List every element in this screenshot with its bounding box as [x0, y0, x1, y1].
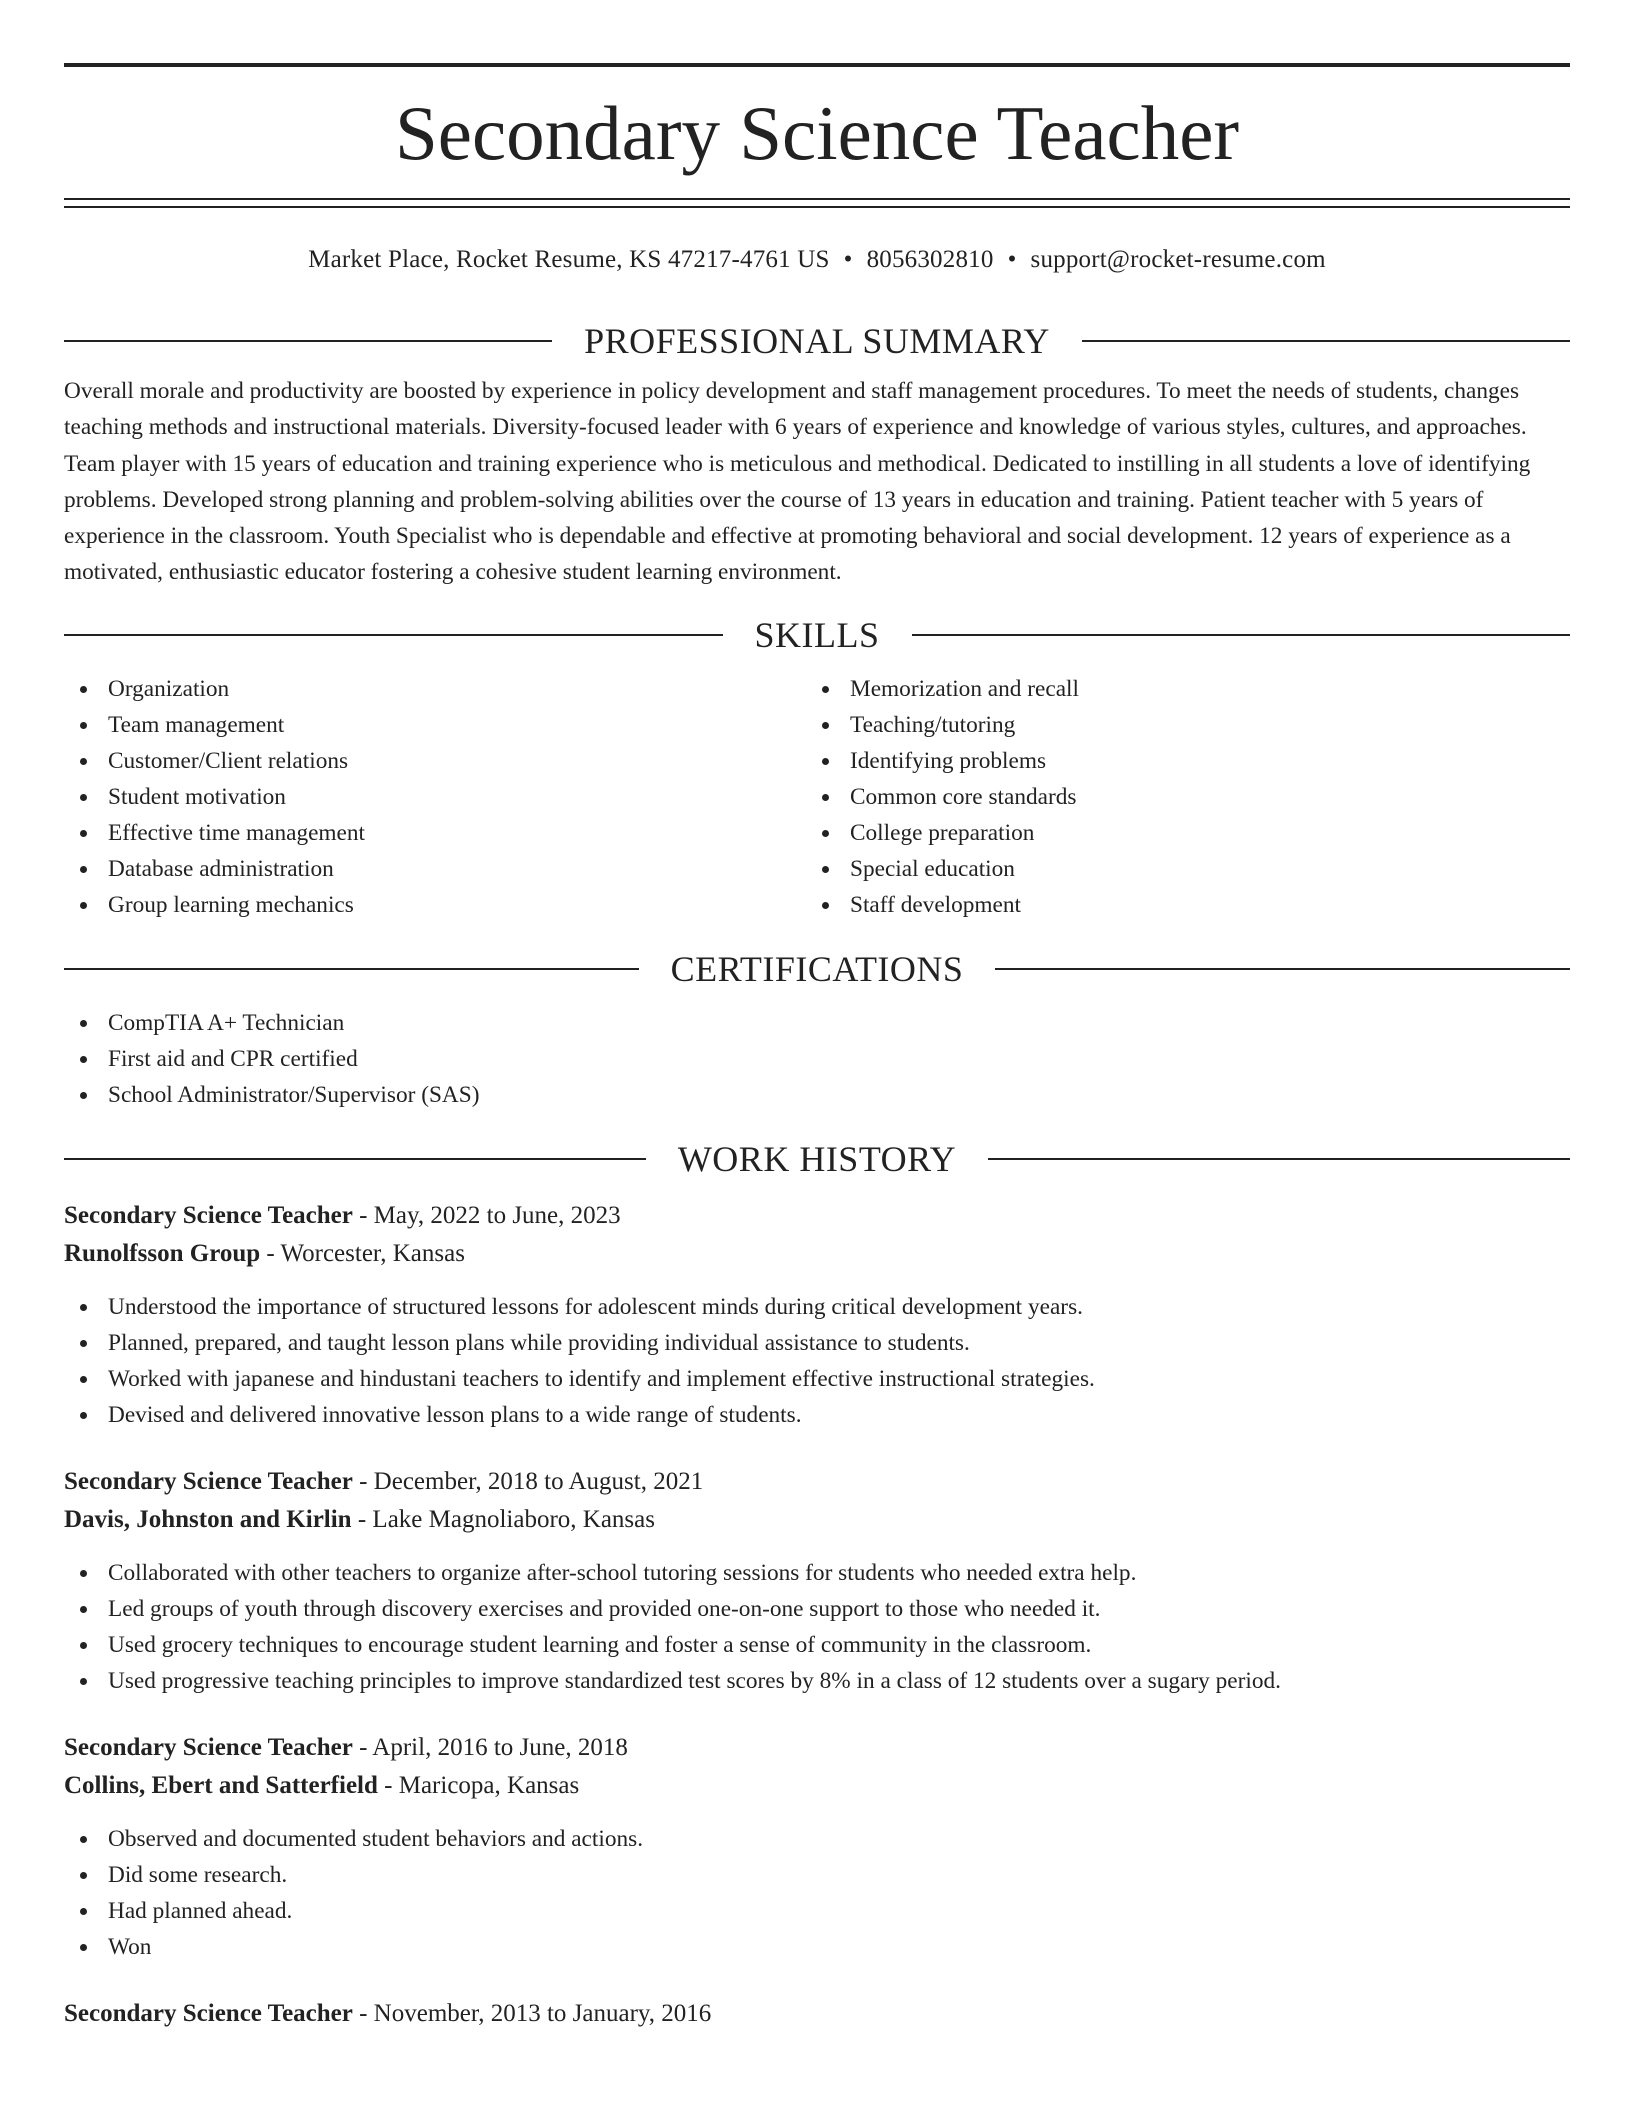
job-bullets	[64, 1289, 1570, 1433]
heading-rule	[995, 968, 1570, 970]
skill-item: Customer/Client relations	[64, 743, 806, 779]
job-location: - Maricopa, Kansas	[384, 1771, 580, 1799]
job-title: Secondary Science Teacher	[64, 1733, 353, 1761]
job-bullet: Used progressive teaching principles to improve standardized test scores by 8% in a class of 12 students over a sugary period.	[64, 1663, 1570, 1699]
job-bullet: Used grocery techniques to encourage student learning and foster a sense of community in the classroom.	[64, 1627, 1570, 1663]
job-title: Secondary Science Teacher	[64, 1999, 353, 2027]
job-company-line	[64, 1767, 1570, 1805]
skill-item: Memorization and recall	[806, 671, 1548, 707]
job-location: - Worcester, Kansas	[266, 1239, 465, 1267]
skill-item: Database administration	[64, 851, 806, 887]
skills-right-list	[806, 671, 1548, 923]
skill-item: Student motivation	[64, 779, 806, 815]
job-company: Davis, Johnston and Kirlin	[64, 1505, 352, 1533]
summary-heading-row	[64, 317, 1570, 365]
contact-line	[64, 244, 1570, 276]
skills-columns	[64, 671, 1570, 923]
contact-address: Market Place, Rocket Resume, KS 47217-4761 US	[308, 246, 830, 273]
skill-item: Team management	[64, 707, 806, 743]
job-bullet: Led groups of youth through discovery exercises and provided one-on-one support to those who needed it.	[64, 1591, 1570, 1627]
skill-item: Teaching/tutoring	[806, 707, 1548, 743]
job-entry	[64, 1995, 1570, 2033]
job-bullet: Understood the importance of structured lessons for adolescent minds during critical development years.	[64, 1289, 1570, 1325]
job-company: Runolfsson Group	[64, 1239, 261, 1267]
job-dates: - December, 2018 to August, 2021	[359, 1467, 704, 1495]
separator-dot: •	[843, 246, 853, 273]
heading-rule	[64, 1158, 646, 1160]
job-title-line	[64, 1995, 1570, 2033]
job-bullet: Had planned ahead.	[64, 1893, 1570, 1929]
resume-page	[64, 0, 1570, 2033]
resume-title: Secondary Science Teacher	[394, 90, 1240, 176]
skill-item: Staff development	[806, 887, 1548, 923]
heading-rule	[988, 1158, 1570, 1160]
job-dates: - April, 2016 to June, 2018	[359, 1733, 628, 1761]
job-dates: - November, 2013 to January, 2016	[359, 1999, 712, 2027]
title-double-rule	[64, 198, 1570, 208]
job-company-line	[64, 1501, 1570, 1539]
job-title: Secondary Science Teacher	[64, 1201, 353, 1229]
skill-item: Special education	[806, 851, 1548, 887]
skill-item: College preparation	[806, 815, 1548, 851]
job-entry	[64, 1729, 1570, 1965]
certification-item: School Administrator/Supervisor (SAS)	[64, 1077, 1570, 1113]
skills-heading-row	[64, 611, 1570, 659]
certification-item: First aid and CPR certified	[64, 1041, 1570, 1077]
heading-rule	[64, 340, 552, 342]
summary-heading: PROFESSIONAL SUMMARY	[584, 321, 1050, 361]
separator-dot: •	[1007, 246, 1017, 273]
contact-email: support@rocket-resume.com	[1030, 246, 1326, 273]
certifications-heading: CERTIFICATIONS	[670, 948, 964, 989]
job-bullets	[64, 1555, 1570, 1699]
work-heading: WORK HISTORY	[677, 1138, 957, 1179]
skills-heading: SKILLS	[754, 614, 880, 655]
skills-left-list	[64, 671, 806, 923]
job-title-line	[64, 1463, 1570, 1501]
certifications-list	[64, 1005, 1570, 1113]
skill-item: Effective time management	[64, 815, 806, 851]
job-bullet: Won	[64, 1929, 1570, 1965]
job-title-line	[64, 1197, 1570, 1235]
job-bullet: Worked with japanese and hindustani teachers to identify and implement effective instructional strategies.	[64, 1361, 1570, 1397]
job-bullet: Devised and delivered innovative lesson plans to a wide range of students.	[64, 1397, 1570, 1433]
job-bullet: Did some research.	[64, 1857, 1570, 1893]
job-bullets	[64, 1821, 1570, 1965]
job-bullet: Observed and documented student behaviors and actions.	[64, 1821, 1570, 1857]
work-heading-row	[64, 1135, 1570, 1183]
title-block	[64, 63, 1570, 208]
job-company-line	[64, 1235, 1570, 1273]
skill-item: Organization	[64, 671, 806, 707]
job-bullet: Planned, prepared, and taught lesson plans while providing individual assistance to students.	[64, 1325, 1570, 1361]
job-location: - Lake Magnoliaboro, Kansas	[357, 1505, 655, 1533]
skill-item: Identifying problems	[806, 743, 1548, 779]
skill-item: Group learning mechanics	[64, 887, 806, 923]
certification-item: CompTIA A+ Technician	[64, 1005, 1570, 1041]
contact-phone: 8056302810	[866, 246, 994, 273]
heading-rule	[64, 968, 639, 970]
job-title: Secondary Science Teacher	[64, 1467, 353, 1495]
job-dates: - May, 2022 to June, 2023	[359, 1201, 621, 1229]
job-bullet: Collaborated with other teachers to organize after-school tutoring sessions for students who needed extra help.	[64, 1555, 1570, 1591]
skill-item: Common core standards	[806, 779, 1548, 815]
job-title-line	[64, 1729, 1570, 1767]
heading-rule	[1082, 340, 1570, 342]
job-entry	[64, 1463, 1570, 1699]
certifications-heading-row	[64, 945, 1570, 993]
job-company: Collins, Ebert and Satterfield	[64, 1771, 378, 1799]
heading-rule	[912, 634, 1571, 636]
heading-rule	[64, 634, 723, 636]
summary-text: Overall morale and productivity are boosted by experience in policy development and staff management procedures. To meet the needs of students, changes teaching methods and instructional materials. Diversity-focused leader with 6 years of experience and knowledge of various styles, cultures, and approaches. Team player with 15 years of education and training experience who is meticulous and methodical. Dedicated to instilling in all students a love of identifying problems. Developed strong planning and problem-solving abilities over the course of 13 years in education and training. Patient teacher with 5 years of experience in the classroom. Youth Specialist who is dependable and effective at promoting behavioral and social development. 12 years of experience as a motivated, enthusiastic educator fostering a cohesive student learning environment.	[64, 378, 1531, 586]
job-entry	[64, 1197, 1570, 1433]
